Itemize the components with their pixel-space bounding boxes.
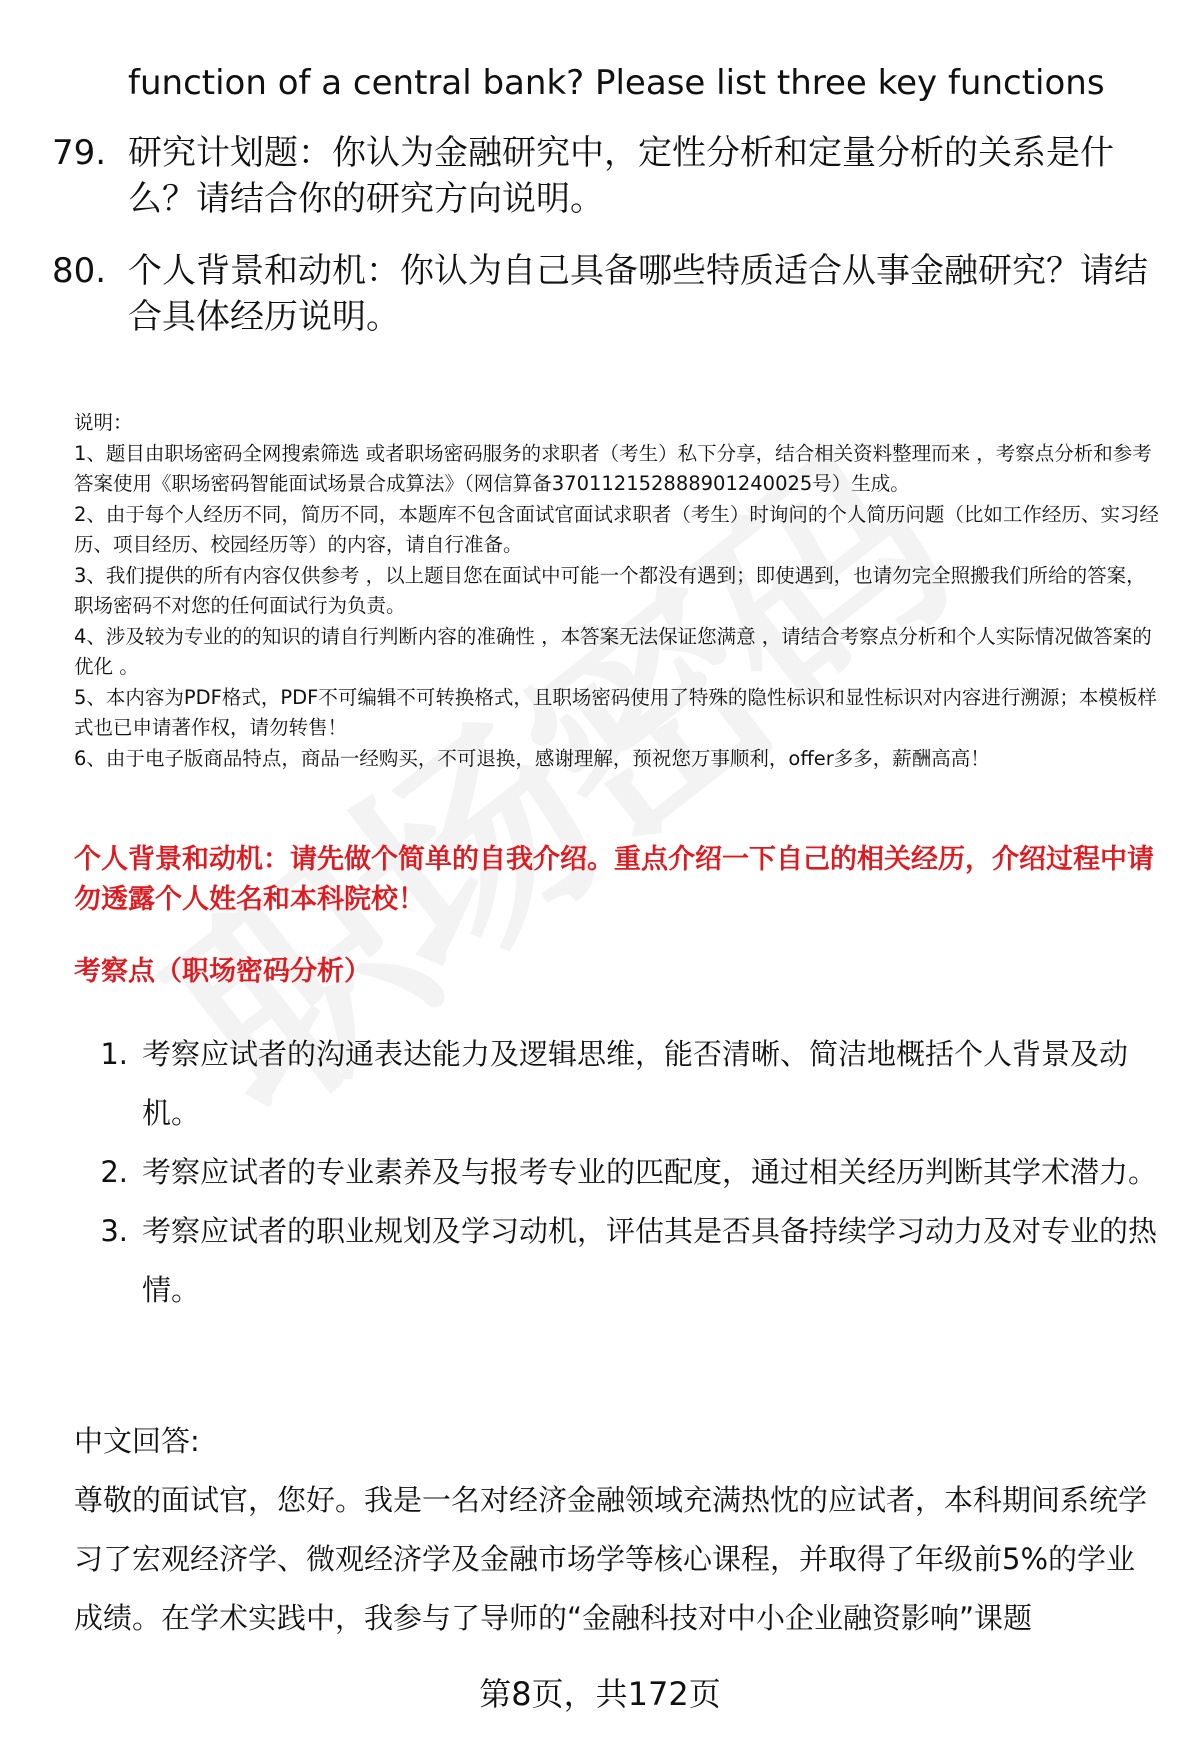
answer-label: 中文回答: — [74, 1424, 200, 1458]
question-continuation: function of a central bank? Please list three key functions — [128, 63, 1105, 103]
disclaimer-notes — [74, 408, 1164, 774]
analysis-point — [74, 1025, 1164, 1143]
point-number: 3. — [100, 1214, 128, 1248]
note-item: 5、本内容为PDF格式，PDF不可编辑不可转换格式，且职场密码使用了特殊的隐性标识和显性标识对内容进行溯源；本模板样式也已申请著作权，请勿转售！ — [74, 685, 1157, 739]
note-item: 4、涉及较为专业的的知识的请自行判断内容的准确性 ，本答案无法保证您满意 ，请结合考察点分析和个人实际情况做答案的优化 。 — [74, 624, 1152, 678]
note-item: 6、由于电子版商品特点，商品一经购买，不可退换，感谢理解，预祝您万事顺利，offer多多，薪酬高高！ — [74, 746, 990, 770]
question-text: 研究计划题：你认为金融研究中，定性分析和定量分析的关系是什么？请结合你的研究方向说明。 — [128, 133, 1114, 219]
point-text: 考察应试者的专业素养及与报考专业的匹配度，通过相关经历判断其学术潜力。 — [142, 1155, 1158, 1189]
point-text: 考察应试者的职业规划及学习动机，评估其是否具备持续学习动力及对专业的热情。 — [142, 1214, 1158, 1307]
point-number: 1. — [100, 1037, 128, 1071]
question-text: 个人背景和动机：你认为自己具备哪些特质适合从事金融研究？请结合具体经历说明。 — [128, 251, 1148, 337]
point-number: 2. — [100, 1155, 128, 1189]
page-footer: 第8页，共172页 — [479, 1675, 721, 1713]
answer-text: 尊敬的面试官，您好。我是一名对经济金融领域充满热忱的应试者，本科期间系统学习了宏观经济学、微观经济学及金融市场学等核心课程，并取得了年级前5%的学业成绩。在学术实践中，我参与了导师的“金融科技对中小企业融资影响”课题 — [74, 1483, 1148, 1635]
question-number: 79. — [52, 133, 107, 173]
question-80 — [52, 248, 1172, 340]
note-item: 1、题目由职场密码全网搜索筛选 或者职场密码服务的求职者（考生）私下分享，结合相关资料整理而来 ，考察点分析和参考答案使用《职场密码智能面试场景合成算法》（网信算备370112152888901240025号）生成。 — [74, 441, 1152, 495]
point-text: 考察应试者的沟通表达能力及逻辑思维，能否清晰、简洁地概括个人背景及动机。 — [142, 1037, 1129, 1130]
analysis-heading: 考察点（职场密码分析） — [74, 956, 371, 987]
current-question-heading: 个人背景和动机：请先做个简单的自我介绍。重点介绍一下自己的相关经历，介绍过程中请勿透露个人姓名和本科院校！ — [74, 844, 1154, 915]
question-79 — [52, 130, 1172, 222]
analysis-points-list — [74, 1025, 1164, 1320]
question-number: 80. — [52, 251, 107, 291]
analysis-point — [74, 1143, 1164, 1202]
notes-heading: 说明： — [74, 411, 133, 434]
note-item: 3、我们提供的所有内容仅供参考 ，以上题目您在面试中可能一个都没有遇到；即使遇到，也请勿完全照搬我们所给的答案，职场密码不对您的任何面试行为负责。 — [74, 563, 1146, 617]
analysis-point — [74, 1202, 1164, 1320]
note-item: 2、由于每个人经历不同，简历不同，本题库不包含面试官面试求职者（考生）时询问的个人简历问题（比如工作经历、实习经历、项目经历、校园经历等）的内容，请自行准备。 — [74, 502, 1159, 556]
